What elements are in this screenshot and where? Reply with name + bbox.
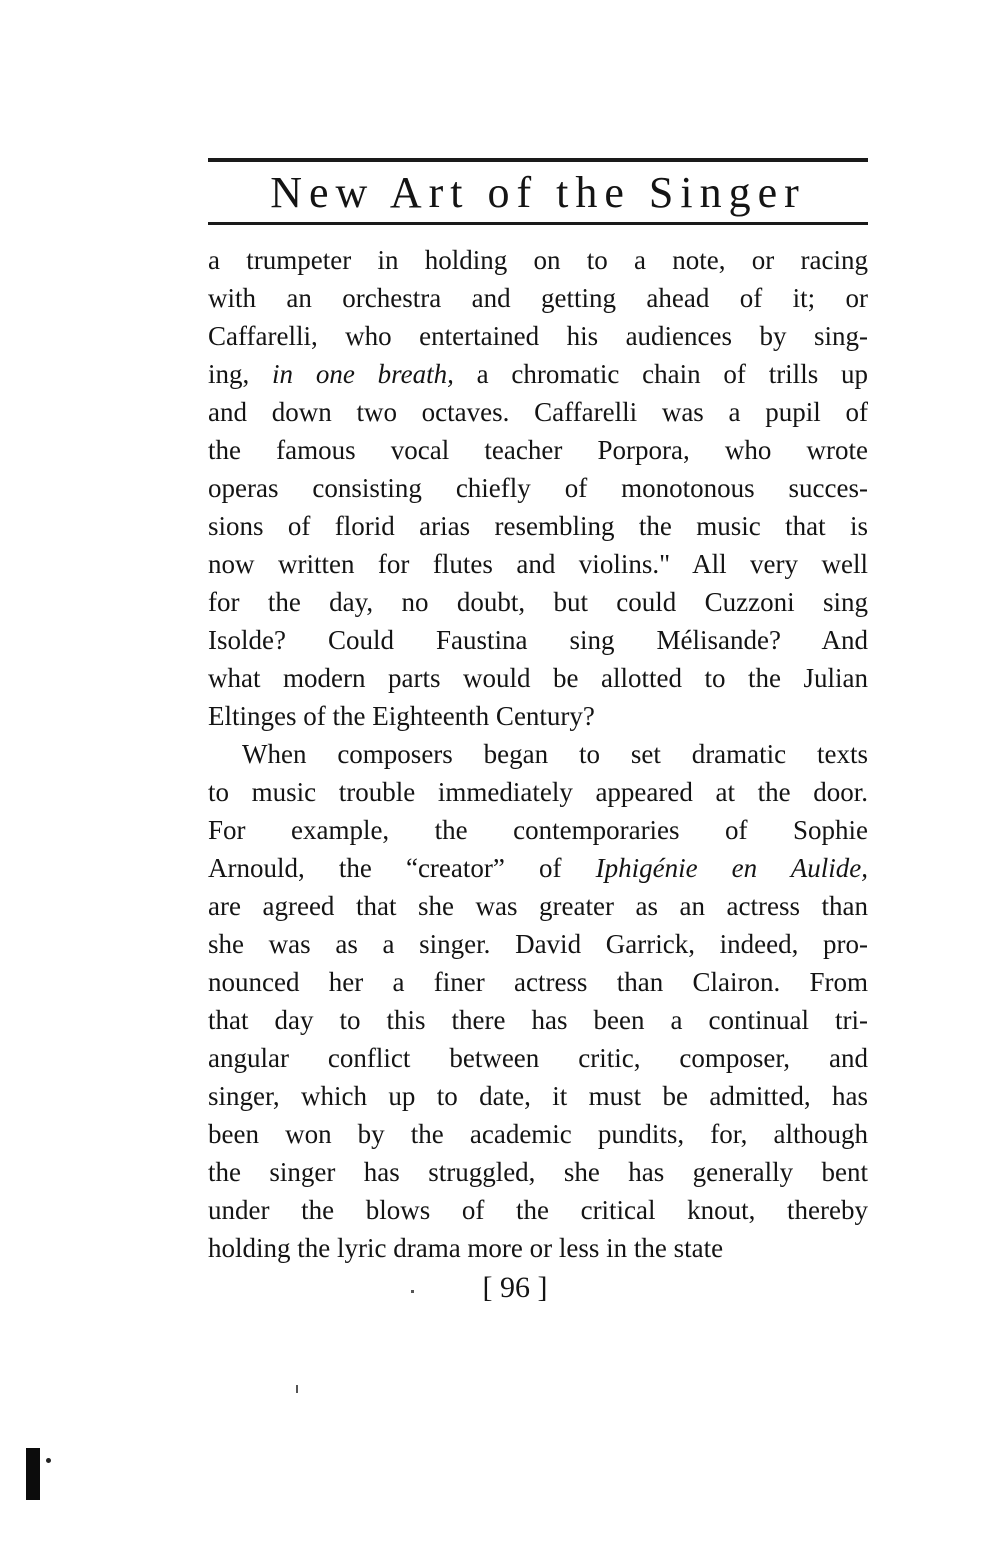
scan-artifact-mark (26, 1448, 40, 1500)
text-line: Caffarelli, who entertained his audiences by sing- (208, 321, 868, 351)
text-line: now written for flutes and violins." All very well (208, 549, 868, 579)
text-line: what modern parts would be allotted to the Julian (208, 663, 868, 693)
text-line: operas consisting chiefly of monotonous succes- (208, 473, 868, 503)
text-line: When composers began to set dramatic texts (242, 739, 868, 769)
text-line: the singer has struggled, she has generally bent (208, 1157, 868, 1187)
text-line: Eltinges of the Eighteenth Century? (208, 701, 595, 731)
text-line: for the day, no doubt, but could Cuzzoni sing (208, 587, 868, 617)
text-line: singer, which up to date, it must be admitted, has (208, 1081, 868, 1111)
text-line: been won by the academic pundits, for, although (208, 1119, 868, 1149)
text-line: the famous vocal teacher Porpora, who wrote (208, 435, 868, 465)
running-head: New Art of the Singer (270, 168, 806, 217)
text-line: and down two octaves. Caffarelli was a pupil of (208, 397, 868, 427)
page-number: [ 96 ] (482, 1271, 548, 1304)
text-line: nounced her a finer actress than Clairon. From (208, 967, 868, 997)
body-text (208, 241, 868, 1267)
text-line: angular conflict between critic, composer, and (208, 1043, 868, 1073)
scan-artifact-tick (296, 1385, 298, 1393)
italic-phrase: Iphigénie en Aulide, (595, 853, 868, 883)
text-line: ing, in one breath, a chromatic chain of trills up (208, 359, 868, 389)
text-line: she was as a singer. David Garrick, indeed, pro- (208, 929, 868, 959)
italic-phrase: in one breath, (272, 359, 454, 389)
text-line: sions of florid arias resembling the music that is (208, 511, 868, 541)
text-line: Arnould, the “creator” of Iphigénie en Aulide, (208, 853, 868, 883)
text-line: a trumpeter in holding on to a note, or racing (208, 245, 868, 275)
header-rule-bottom (208, 222, 868, 225)
text-line: Isolde? Could Faustina sing Mélisande? And (208, 625, 868, 655)
scan-artifact-dot (46, 1458, 51, 1463)
scan-artifact-speck (411, 1290, 414, 1293)
text-line: under the blows of the critical knout, thereby (208, 1195, 868, 1225)
text-line: that day to this there has been a continual tri- (208, 1005, 868, 1035)
text-line: For example, the contemporaries of Sophie (208, 815, 868, 845)
text-line: holding the lyric drama more or less in the state (208, 1233, 724, 1263)
text-line: with an orchestra and getting ahead of it; or (208, 283, 868, 313)
text-line: to music trouble immediately appeared at the door. (208, 777, 868, 807)
header-rule-top (208, 158, 868, 162)
text-line: are agreed that she was greater as an actress than (208, 891, 868, 921)
